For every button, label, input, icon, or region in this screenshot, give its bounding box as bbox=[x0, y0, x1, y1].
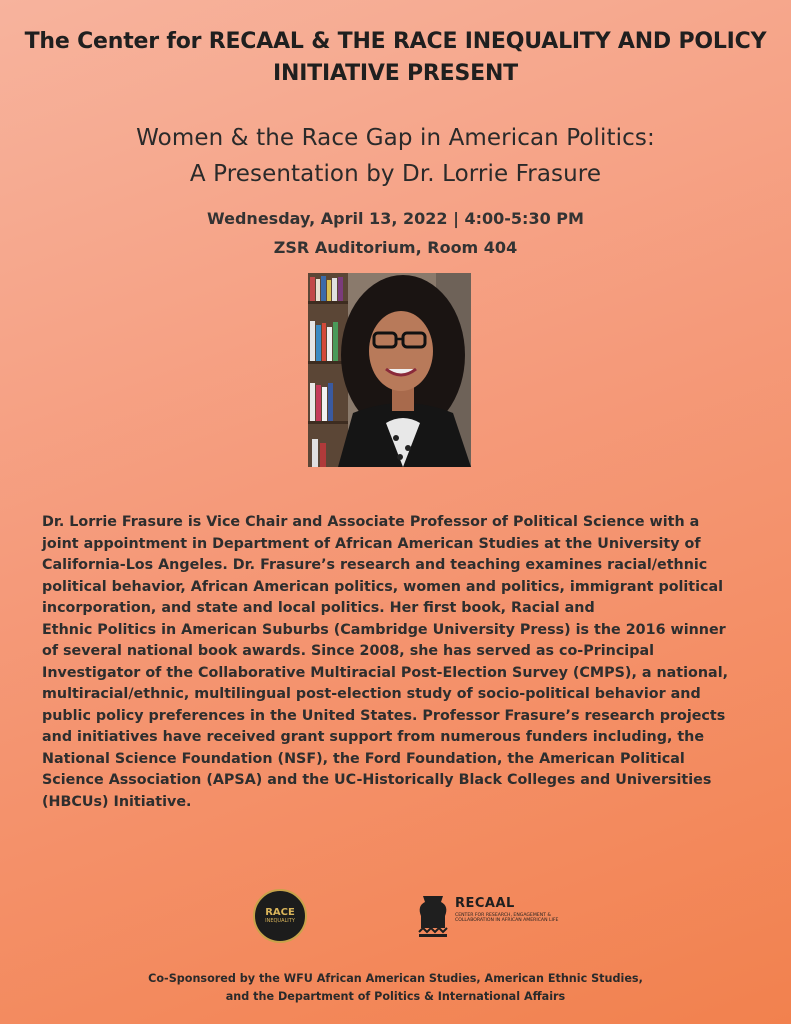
cosponsor-line-1: Co-Sponsored by the WFU African American Studies, American Ethnic Studies, bbox=[148, 972, 643, 985]
title-line-1: Women & the Race Gap in American Politics: bbox=[136, 125, 655, 151]
bio-line: California-Los Angeles. Dr. Frasure’s research and teaching examines racial/ethnic bbox=[42, 557, 708, 573]
race-logo-text: RACE bbox=[265, 906, 295, 918]
bio-line: multiracial/ethnic, multilingual post-election study of socio-political behavior and bbox=[42, 686, 701, 702]
event-datetime: Wednesday, April 13, 2022 | 4:00-5:30 PM bbox=[207, 209, 584, 228]
speaker-portrait-icon bbox=[308, 273, 471, 467]
title-line-2: A Presentation by Dr. Lorrie Frasure bbox=[189, 161, 602, 187]
recaal-name: RECAAL bbox=[455, 896, 515, 911]
race-logo-subtext: INEQUALITY bbox=[265, 917, 295, 924]
header-line-1: The Center for RECAAL & THE RACE INEQUALITY AND POLICY bbox=[24, 29, 767, 54]
bio-line: public policy preferences in the United States. Professor Frasure’s research projects bbox=[42, 707, 726, 724]
bio-line: Investigator of the Collaborative Multiracial Post-Election Survey (CMPS), a national, bbox=[42, 664, 729, 681]
speaker-photo bbox=[308, 273, 471, 467]
header-line-2: INITIATIVE PRESENT bbox=[273, 61, 518, 86]
recaal-vessel-icon bbox=[415, 894, 451, 938]
bio-line: Dr. Lorrie Frasure is Vice Chair and Associate Professor of Political Science with a bbox=[42, 514, 700, 530]
race-inequality-logo bbox=[253, 889, 307, 943]
cosponsor-line-2: and the Department of Politics & International Affairs bbox=[225, 990, 566, 1003]
event-header bbox=[0, 26, 791, 90]
bio-line: of several national book awards. Since 2008, she has served as co-Principal bbox=[42, 643, 654, 659]
bio-line: incorporation, and state and local politics. Her first book, Racial and bbox=[42, 600, 595, 616]
bio-line: and initiatives have received grant support from numerous funders including, the bbox=[42, 729, 705, 745]
event-location: ZSR Auditorium, Room 404 bbox=[273, 238, 518, 257]
recaal-logo bbox=[415, 894, 575, 938]
bio-line: political behavior, African American politics, women and politics, immigrant political bbox=[42, 578, 724, 595]
bio-line: Science Association (APSA) and the UC-Historically Black Colleges and Universities bbox=[42, 772, 712, 788]
presentation-title bbox=[0, 120, 791, 192]
event-details bbox=[0, 204, 791, 262]
bio-line: (HBCUs) Initiative. bbox=[42, 793, 192, 810]
bio-line: joint appointment in Department of African American Studies at the University of bbox=[42, 535, 701, 552]
bio-line: National Science Foundation (NSF), the Ford Foundation, the American Political bbox=[42, 750, 685, 767]
speaker-bio bbox=[42, 512, 757, 813]
cosponsor-note bbox=[0, 970, 791, 1006]
bio-line: Ethnic Politics in American Suburbs (Cambridge University Press) is the 2016 winner bbox=[42, 621, 726, 638]
recaal-subtitle: CENTER FOR RESEARCH, ENGAGEMENT & COLLABORATION IN AFRICAN AMERICAN LIFE bbox=[455, 913, 559, 924]
